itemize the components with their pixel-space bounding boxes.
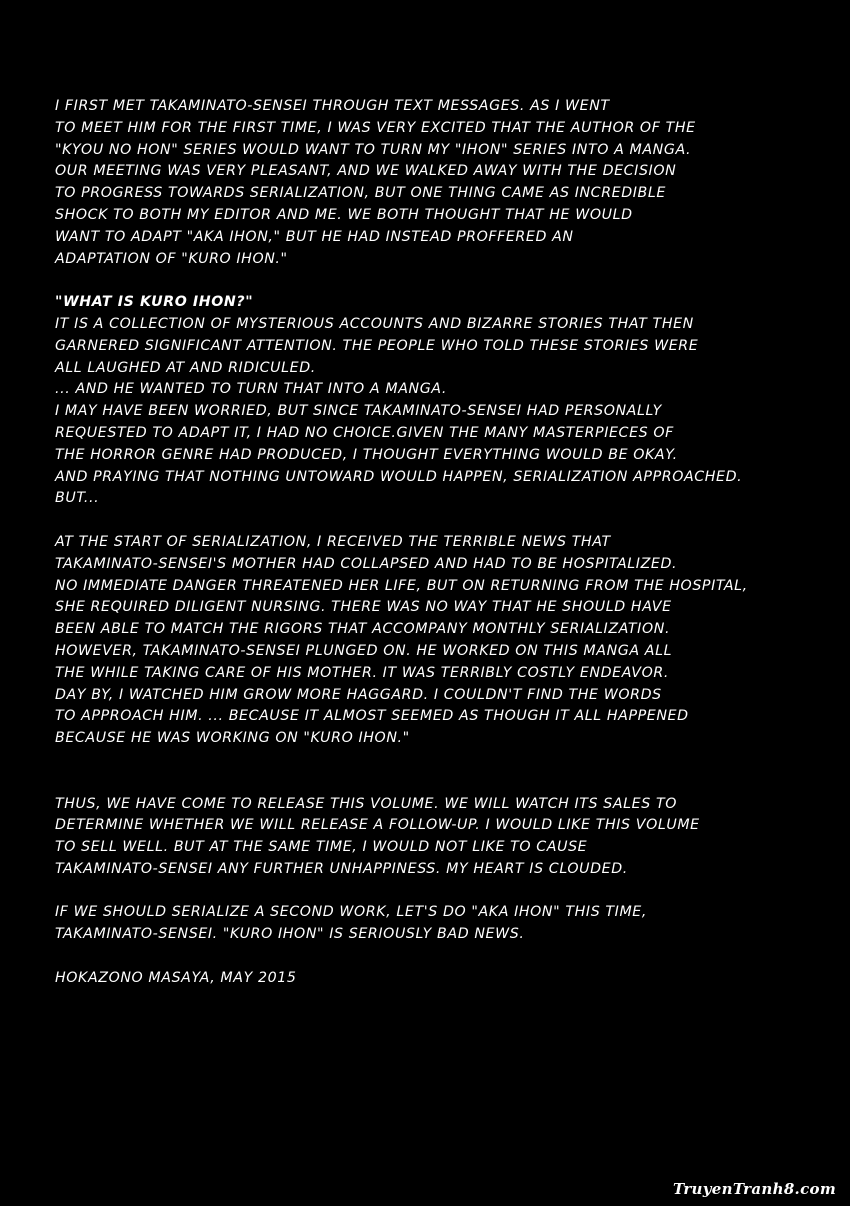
text-line: TAKAMINATO-SENSEI'S MOTHER HAD COLLAPSED AND HAD TO BE HOSPITALIZED. (55, 555, 678, 572)
text-line: TO MEET HIM FOR THE FIRST TIME, I WAS VERY EXCITED THAT THE AUTHOR OF THE (55, 119, 696, 136)
text-line: SHOCK TO BOTH MY EDITOR AND ME. WE BOTH THOUGHT THAT HE WOULD (55, 206, 633, 223)
text-line: THE WHILE TAKING CARE OF HIS MOTHER. IT WAS TERRIBLY COSTLY ENDEAVOR. (55, 664, 669, 681)
text-line: TO APPROACH HIM. ... BECAUSE IT ALMOST SEEMED AS THOUGH IT ALL HAPPENED (55, 708, 689, 725)
text-line: THE HORROR GENRE HAD PRODUCED, I THOUGHT EVERYTHING WOULD BE OKAY. (55, 446, 678, 463)
text-line: NO IMMEDIATE DANGER THREATENED HER LIFE, BUT ON RETURNING FROM THE HOSPITAL, (55, 577, 748, 594)
text-line: I FIRST MET TAKAMINATO-SENSEI THROUGH TEXT MESSAGES. AS I WENT (55, 98, 610, 114)
signature (55, 968, 815, 990)
text-line: TO SELL WELL. BUT AT THE SAME TIME, I WOULD NOT LIKE TO CAUSE (55, 839, 588, 856)
text-line: BUT... (55, 490, 100, 507)
text-line: "KYOU NO HON" SERIES WOULD WANT TO TURN MY "IHON" SERIES INTO A MANGA. (55, 141, 692, 158)
text-line: AT THE START OF SERIALIZATION, I RECEIVED THE TERRIBLE NEWS THAT (55, 533, 611, 550)
text-line: IF WE SHOULD SERIALIZE A SECOND WORK, LET'S DO "AKA IHON" THIS TIME, (55, 904, 647, 921)
text-line: AND PRAYING THAT NOTHING UNTOWARD WOULD HAPPEN, SERIALIZATION APPROACHED. (55, 468, 743, 485)
text-line: TO PROGRESS TOWARDS SERIALIZATION, BUT ONE THING CAME AS INCREDIBLE (55, 185, 666, 202)
text-line: GARNERED SIGNIFICANT ATTENTION. THE PEOPLE WHO TOLD THESE STORIES WERE (55, 337, 699, 354)
text-line: TAKAMINATO-SENSEI ANY FURTHER UNHAPPINESS. MY HEART IS CLOUDED. (55, 860, 628, 877)
text-line: REQUESTED TO ADAPT IT, I HAD NO CHOICE.GIVEN THE MANY MASTERPIECES OF (55, 424, 674, 441)
afterword-text (55, 96, 815, 990)
site-watermark: TruyenTranh8.com (672, 1180, 836, 1198)
text-line: TAKAMINATO-SENSEI. "KURO IHON" IS SERIOUSLY BAD NEWS. (55, 926, 525, 943)
signature-line: HOKAZONO MASAYA, MAY 2015 (55, 969, 297, 986)
text-line: DETERMINE WHETHER WE WILL RELEASE A FOLLOW-UP. I WOULD LIKE THIS VOLUME (55, 817, 700, 834)
paragraph-5 (55, 902, 815, 946)
text-line: WANT TO ADAPT "AKA IHON," BUT HE HAD INSTEAD PROFFERED AN (55, 228, 574, 245)
paragraph-3 (55, 532, 815, 750)
text-line: ALL LAUGHED AT AND RIDICULED. (55, 359, 316, 376)
text-line: DAY BY, I WATCHED HIM GROW MORE HAGGARD. I COULDN'T FIND THE WORDS (55, 686, 662, 703)
paragraph-2 (55, 292, 815, 510)
text-line: IT IS A COLLECTION OF MYSTERIOUS ACCOUNTS AND BIZARRE STORIES THAT THEN (55, 315, 694, 332)
paragraph-1 (55, 96, 815, 270)
paragraph-4 (55, 794, 815, 881)
text-line: ADAPTATION OF "KURO IHON." (55, 250, 288, 267)
text-line: BECAUSE HE WAS WORKING ON "KURO IHON." (55, 730, 410, 747)
text-line: SHE REQUIRED DILIGENT NURSING. THERE WAS NO WAY THAT HE SHOULD HAVE (55, 599, 672, 616)
text-line: THUS, WE HAVE COME TO RELEASE THIS VOLUME. WE WILL WATCH ITS SALES TO (55, 795, 677, 812)
text-line: I MAY HAVE BEEN WORRIED, BUT SINCE TAKAMINATO-SENSEI HAD PERSONALLY (55, 403, 662, 420)
section-heading: "WHAT IS KURO IHON?" (55, 294, 254, 311)
text-line: BEEN ABLE TO MATCH THE RIGORS THAT ACCOMPANY MONTHLY SERIALIZATION. (55, 621, 671, 638)
text-line: HOWEVER, TAKAMINATO-SENSEI PLUNGED ON. HE WORKED ON THIS MANGA ALL (55, 642, 673, 659)
text-line: OUR MEETING WAS VERY PLEASANT, AND WE WALKED AWAY WITH THE DECISION (55, 163, 677, 180)
text-line: ... AND HE WANTED TO TURN THAT INTO A MANGA. (55, 381, 447, 398)
